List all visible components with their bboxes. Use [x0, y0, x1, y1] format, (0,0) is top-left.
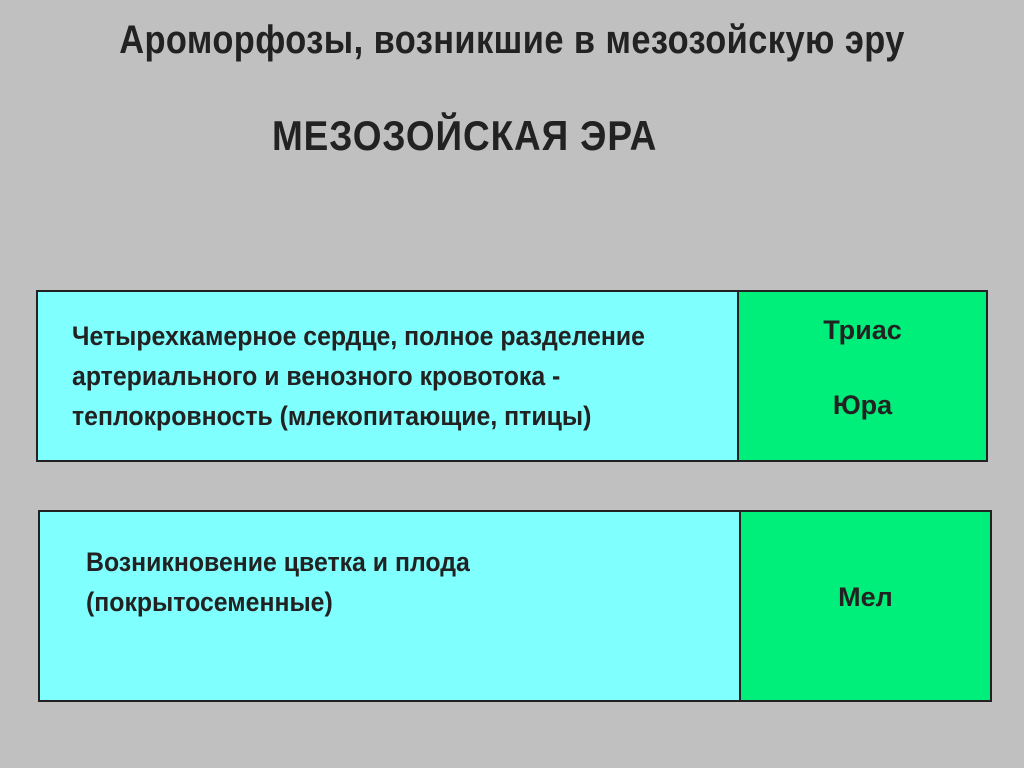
description-line: артериального и венозного кровотока - [72, 361, 561, 391]
description-line: теплокровность (млекопитающие, птицы) [72, 401, 592, 431]
period-label: Юра [832, 390, 893, 420]
aromorphosis-description [38, 292, 739, 460]
era-heading: МЕЗОЗОЙСКАЯ ЭРА [272, 112, 658, 159]
period-cell [739, 292, 986, 460]
period-cell [741, 512, 990, 700]
description-line: Возникновение цветка и плода [86, 547, 470, 577]
aromorphosis-row [36, 290, 988, 462]
period-label: Триас [823, 315, 902, 345]
period-label: Мел [838, 582, 893, 612]
aromorphosis-description [40, 512, 741, 700]
slide-title: Ароморфозы, возникшие в мезозойскую эру [119, 18, 905, 62]
aromorphosis-row [38, 510, 992, 702]
description-line: (покрытосеменные) [86, 587, 333, 617]
description-line: Четырехкамерное сердце, полное разделение [72, 321, 645, 351]
